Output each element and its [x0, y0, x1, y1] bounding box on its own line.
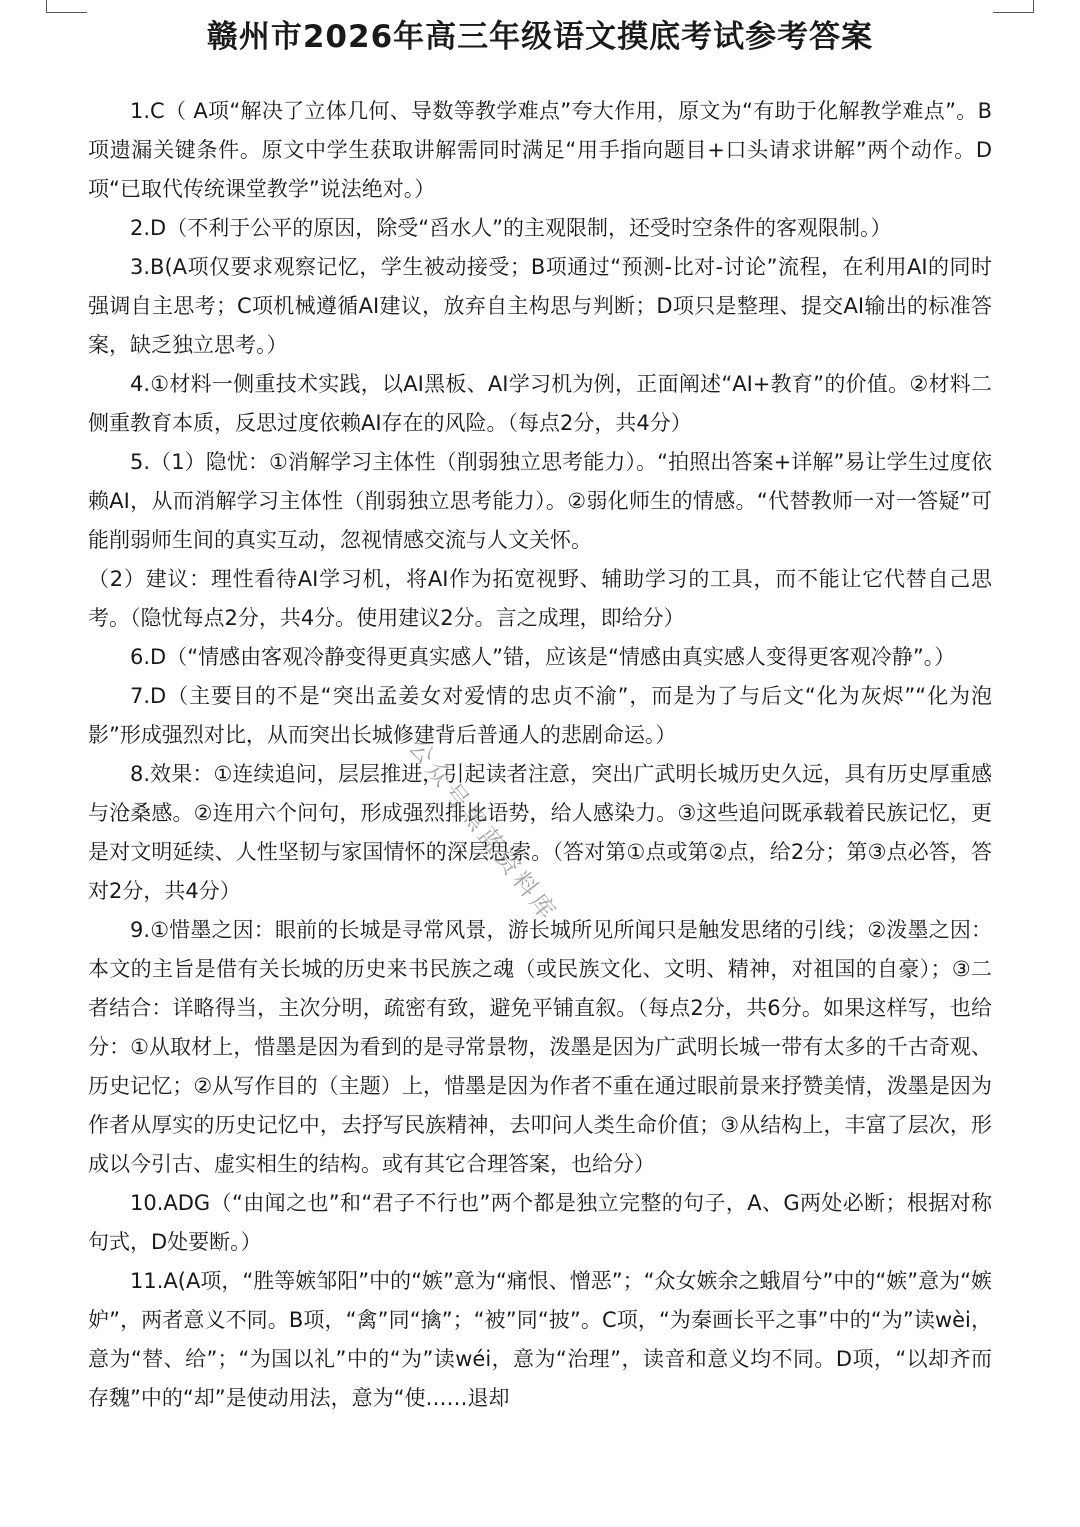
answer-10: 10.ADG（“由闻之也”和“君子不行也”两个都是独立完整的句子，A、G两处必断；根据对称句式，D处要断。） — [88, 1191, 992, 1254]
document-title: 赣州市2026年高三年级语文摸底考试参考答案 — [206, 19, 874, 55]
answer-5-part-1: 5.（1）隐忧：①消解学习主体性（削弱独立思考能力）。“拍照出答案+详解”易让学生过度依赖AI，从而消解学习主体性（削弱独立思考能力）。②弱化师生的情感。“代替教师一对一答疑”可能削弱师生间的真实互动，忽视情感交流与人文关怀。 — [88, 450, 992, 552]
answer-3: 3.B(A项仅要求观察记忆，学生被动接受；B项通过“预测-比对-讨论”流程，在利用AI的同时强调自主思考；C项机械遵循AI建议，放弃自主构思与判断；D项只是整理、提交AI输出的标准答案，缺乏独立思考。） — [88, 255, 992, 357]
answer-9: 9.①惜墨之因：眼前的长城是寻常风景，游长城所见所闻只是触发思绪的引线；②泼墨之因：本文的主旨是借有关长城的历史来书民族之魂（或民族文化、文明、精神，对祖国的自豪）；③二者结合：详略得当，主次分明，疏密有致，避免平铺直叙。（每点2分，共6分。如果这样写，也给分：①从取材上，惜墨是因为看到的是寻常景物，泼墨是因为广武明长城一带有太多的千古奇观、历史记忆；②从写作目的（主题）上，惜墨是因为作者不重在通过眼前景来抒赞美情，泼墨是因为作者从厚实的历史记忆中，去抒写民族精神，去叩问人类生命价值；③从结构上，丰富了层次，形成以今引古、虚实相生的结构。或有其它合理答案，也给分） — [88, 918, 992, 1176]
page-corner-mark-right — [993, 0, 1034, 13]
answer-4: 4.①材料一侧重技术实践，以AI黑板、AI学习机为例，正面阐述“AI+教育”的价值。②材料二侧重教育本质，反思过度依赖AI存在的风险。（每点2分，共4分） — [88, 372, 992, 435]
page-corner-mark-left — [46, 0, 87, 13]
answer-7: 7.D（主要目的不是“突出孟姜女对爱情的忠贞不渝”，而是为了与后文“化为灰烬”“化为泡影”形成强烈对比，从而突出长城修建背后普通人的悲剧命运。） — [88, 684, 992, 747]
answer-2: 2.D（不利于公平的原因，除受“舀水人”的主观限制，还受时空条件的客观限制。） — [130, 216, 892, 240]
watermark-text: 公众号黑蓝资料库 — [403, 733, 564, 928]
answer-5-part-2: （2）建议：理性看待AI学习机，将AI作为拓宽视野、辅助学习的工具，而不能让它代替自己思考。（隐忧每点2分，共4分。使用建议2分。言之成理，即给分） — [88, 567, 992, 630]
answer-6: 6.D（“情感由客观冷静变得更真实感人”错，应该是“情感由真实感人变得更客观冷静”。） — [130, 645, 956, 669]
answer-11: 11.A(A项，“胜等嫉邹阳”中的“嫉”意为“痛恨、憎恶”；“众女嫉余之蛾眉兮”中的“嫉”意为“嫉妒”，两者意义不同。B项，“禽”同“擒”；“被”同“披”。C项，“为秦画长平之事”中的“为”读wèi，意为“替、给”；“为国以礼”中的“为”读wéi，意为“治理”，读音和意义均不同。D项，“以却齐而存魏”中的“却”是使动用法，意为“使……退却 — [88, 1269, 992, 1410]
answer-content — [88, 92, 992, 1517]
answer-1: 1.C（ A项“解决了立体几何、导数等教学难点”夸大作用，原文为“有助于化解教学难点”。B项遗漏关键条件。原文中学生获取讲解需同时满足“用手指向题目+口头请求讲解”两个动作。D项“已取代传统课堂教学”说法绝对。） — [88, 99, 992, 201]
answer-8: 8.效果：①连续追问，层层推进，引起读者注意，突出广武明长城历史久远，具有历史厚重感与沧桑感。②连用六个问句，形成强烈排比语势，给人感染力。③这些追问既承载着民族记忆，更是对文明延续、人性坚韧与家国情怀的深层思索。（答对第①点或第②点，给2分；第③点必答，答对2分，共4分） — [88, 762, 992, 903]
